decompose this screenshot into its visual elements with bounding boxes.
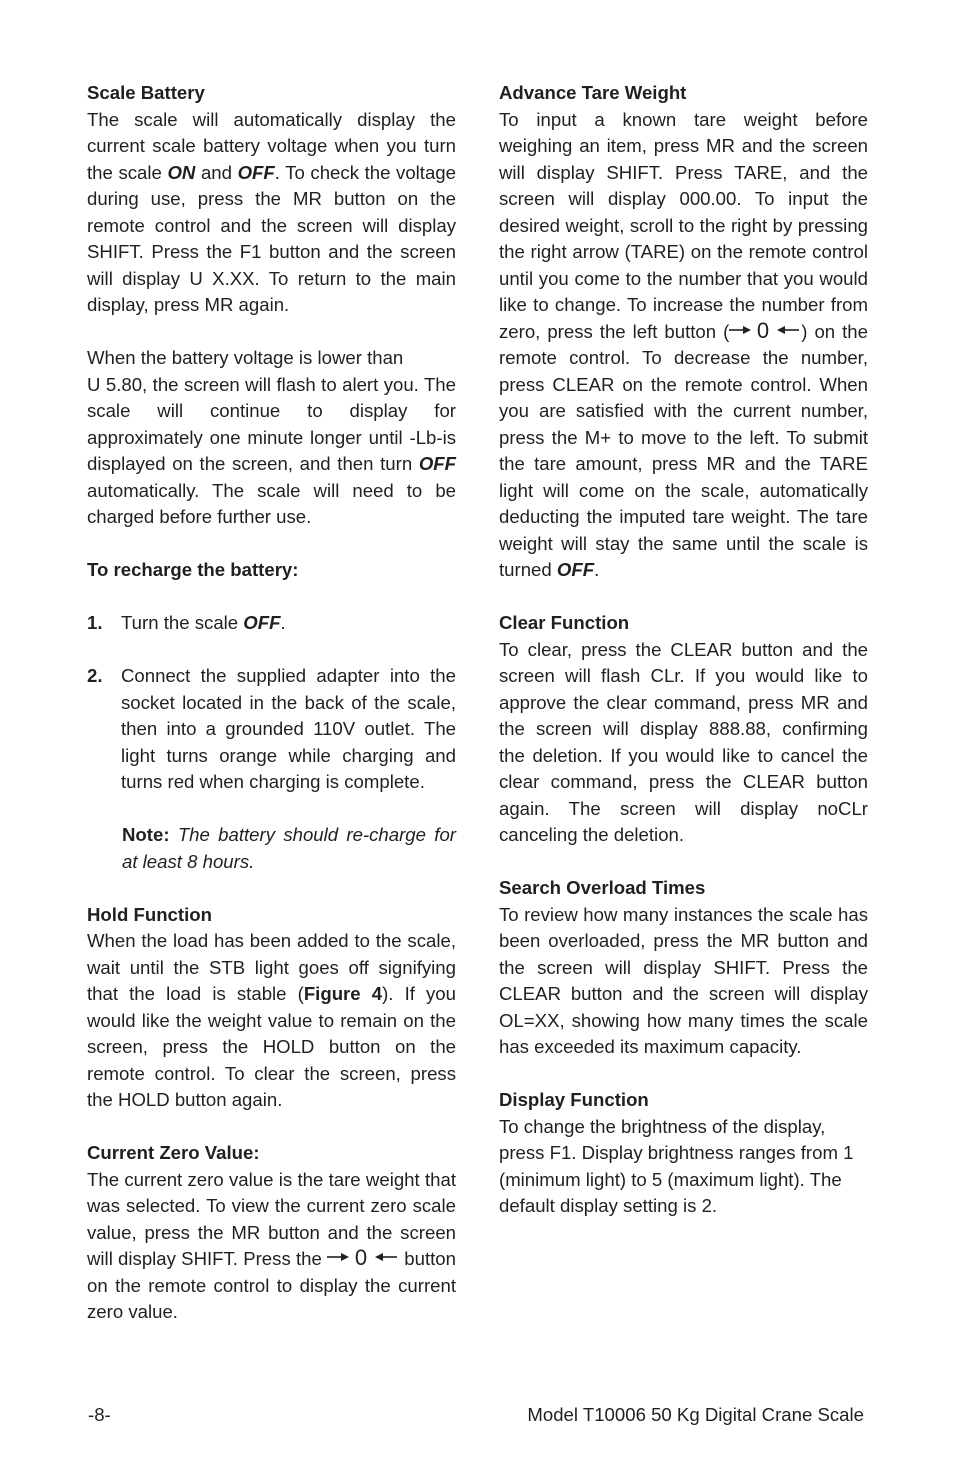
zero-button-icon — [729, 319, 801, 341]
section-hold-function — [87, 902, 456, 1114]
advance-tare-paragraph: To input a known tare weight before weighing an item, press MR and the screen will display SHIFT. Press TARE, and the screen will display 000.00. To input the desired weight, scroll to the right by pressing the right arrow (TARE) on the remote control until you come to the number that you would like to change. To increase the number from zero, press the left button ( 0 ) on the remote control. To decrease the number, press CLEAR on the remote control. When you are satisfied with the current number, press the M+ to move to the left. To submit the tare amount, press MR and the TARE light will come on the scale, automatically deducting the imputed tare weight. The tare weight will stay the same until the scale is turned OFF. — [499, 108, 868, 580]
heading-hold-function: Hold Function — [87, 903, 212, 925]
scale-battery-paragraph-1: The scale will automatically display the current scale battery voltage when you turn the scale ON and OFF. To check the voltage during use, press the MR button on the remote control and the screen will display SHIFT. Press the F1 button and the screen will display U X.XX. To return to the main display, press MR again. — [87, 108, 456, 315]
heading-clear-function: Clear Function — [499, 612, 630, 633]
section-current-zero — [87, 1140, 456, 1326]
note-text: The battery should re-charge for at least 8 hours. — [122, 824, 456, 872]
figure-reference: Figure 4 — [303, 983, 383, 1004]
footer-model-title: Model T10006 50 Kg Digital Crane Scale — [527, 1404, 864, 1425]
step-number: 1. — [87, 612, 103, 633]
heading-advance-tare: Advance Tare Weight — [499, 82, 687, 103]
section-search-overload — [499, 875, 868, 1061]
svg-text:0: 0 — [354, 1246, 368, 1268]
heading-scale-battery: Scale Battery — [87, 82, 205, 103]
left-column — [87, 80, 456, 1326]
svg-text:0: 0 — [757, 318, 770, 341]
current-zero-paragraph: The current zero value is the tare weight that was selected. To view the current zero scale value, press the MR button and the screen will display SHIFT. Press the 0 button on the remote control to display the current zero value. — [87, 1168, 456, 1322]
section-recharge — [87, 557, 456, 875]
step-number: 2. — [87, 665, 103, 686]
heading-display-function: Display Function — [499, 1089, 649, 1110]
display-function-paragraph: To change the brightness of the display, press F1. Display brightness ranges from 1 (minimum light) to 5 (maximum light). The default display setting is 2. — [499, 1115, 854, 1216]
recharge-step-1 — [87, 610, 456, 637]
recharge-note — [122, 822, 456, 875]
recharge-step-2 — [87, 663, 456, 796]
scale-battery-paragraph-2: U 5.80, the screen will flash to alert you. The scale will continue to display for approximately one minute longer until -Lb-is displayed on the screen, and then turn OFF automatically. The scale will need to be charged before further use. — [87, 373, 456, 527]
heading-search-overload: Search Overload Times — [499, 877, 706, 898]
heading-recharge: To recharge the battery: — [87, 559, 299, 580]
step-text: Turn the scale OFF. — [121, 612, 286, 633]
search-overload-paragraph: To review how many instances the scale has been overloaded, press the MR button and the screen will display SHIFT. Press the CLEAR button and the screen will display OL=XX, showing how many times the scale has exceeded its maximum capacity. — [499, 903, 868, 1057]
clear-function-paragraph: To clear, press the CLEAR button and the screen will flash CLr. If you would like to approve the clear command, press MR and the screen will display 888.88, confirming the deletion. If you would like to cancel the clear command, press the CLEAR button again. The screen will display noCLr canceling the deletion. — [499, 638, 868, 845]
heading-current-zero: Current Zero Value: — [87, 1142, 260, 1163]
hold-function-paragraph: When the load has been added to the scale, wait until the STB light goes off signifying that the load is stable (Figure 4). If you would like the weight value to remain on the screen, press the HOLD button on the remote control. To clear the screen, press the HOLD button again. — [87, 930, 456, 1110]
step-text: Connect the supplied adapter into the socket located in the back of the scale, then into a grounded 110V outlet. The light turns orange while charging and turns red when charging is complete. — [121, 665, 456, 792]
page-number: -8- — [88, 1404, 111, 1425]
section-scale-battery — [87, 80, 456, 531]
right-column — [499, 80, 868, 1220]
section-display-function — [499, 1087, 868, 1220]
zero-button-icon — [327, 1246, 399, 1268]
scale-battery-paragraph-2-line1: When the battery voltage is lower than — [87, 347, 404, 368]
section-clear-function — [499, 610, 868, 849]
note-label: Note: — [122, 824, 170, 845]
section-advance-tare — [499, 80, 868, 584]
